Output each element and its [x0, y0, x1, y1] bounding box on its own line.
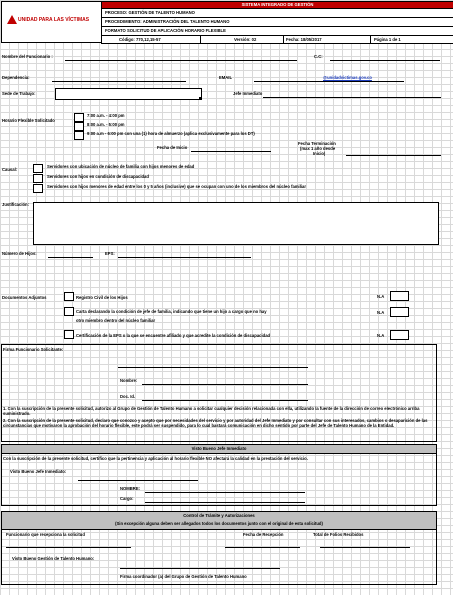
causal-2-label: Servidores con hijos en condición de discapacidad	[47, 174, 149, 179]
justificacion-label: Justificación:	[2, 202, 29, 207]
horario-3-label: 9:00 a.m - 6:00 pm con una (1) hora de almuerzo (aplica exclusivamente para los DT)	[87, 131, 255, 136]
proceso-text: PROCESO: GESTIÓN DE TALENTO HUMANO	[105, 10, 195, 15]
causal-3-label: Servidores con hijos menores de edad entre los 0 y 5 años (inclusive) que se ocupan con uno de los miembros del núcleo familiar	[47, 184, 306, 189]
fecha-terminacion-label-2: (max 1 año desde	[300, 146, 336, 151]
sede-select[interactable]	[55, 88, 202, 100]
version-text: Versión: 02	[234, 37, 257, 42]
system-title: SISTEMA INTEGRADO DE GESTIÓN	[241, 2, 314, 7]
causal-3-checkbox[interactable]	[33, 184, 43, 193]
horario-2-label: 8:00 a.m. - 5:00 pm	[87, 122, 125, 127]
doc-3-checkbox[interactable]	[64, 330, 74, 339]
formato-text: FORMATO SOLICITUD DE APLICACIÓN HORARIO FLEXIBLE	[105, 28, 226, 33]
visto-bueno-cargo-label: Cargo:	[120, 496, 134, 501]
visto-bueno-text: Con la suscripción de la presente solicitud, certifico que la pertinencia y aplicación al horario flexible NO afectará la calidad en la prestación del servicio.	[3, 456, 308, 461]
horario-label: Horario Flexible Solicitado	[2, 118, 55, 123]
cc-label: C.C:	[314, 54, 323, 59]
doc-1-checkbox[interactable]	[64, 292, 74, 301]
horario-1-checkbox[interactable]	[74, 113, 84, 122]
causal-2-checkbox[interactable]	[33, 174, 43, 183]
nombre-line[interactable]	[65, 60, 297, 61]
fecha-recepcion-line[interactable]	[225, 547, 300, 548]
num-hijos-label: Número de Hijos:	[2, 251, 37, 256]
nombre-firma-label: Nombre:	[120, 378, 138, 383]
na-3-label: N.A	[377, 333, 385, 338]
fecha-terminacion-line[interactable]	[346, 155, 441, 156]
visto-bueno-firma-label: Visto Bueno Jefe Inmediato:	[10, 469, 67, 474]
fecha-inicio-label: Fecha de Inicio	[157, 145, 188, 150]
fecha-text: Fecha: 18/05/2017	[286, 37, 322, 42]
sede-label: Sede de Trabajo:	[2, 91, 36, 96]
na-1-label: N.A	[377, 294, 385, 299]
total-folios-line[interactable]	[320, 547, 410, 548]
email-line[interactable]	[254, 81, 404, 82]
doc-2-label-b: otro miembro dentro del núcleo familiar	[76, 318, 156, 323]
horario-1-label: 7:00 a.m. - 4:00 pm	[87, 113, 125, 118]
email-domain: @unidadvictimas.gov.co	[323, 75, 372, 80]
na-1-box[interactable]	[390, 291, 409, 301]
fecha-terminacion-label-1: Fecha Terminación	[298, 141, 336, 146]
visto-bueno-cargo-line[interactable]	[145, 502, 305, 503]
nota-2: 2. Con la suscripción de la presente solicitud, declaro que conozco y acepto que por necesidades del servicio y por autoridad del Jefe Inmediato y por consultar con sus interesados, cambios o desaparición de las circunstancias que motivaron la aprobación del horario flexible, este podrá ser suspendido, para lo cual bastará comunicación en dicho sentido por parte del Jefe de Talento Humano de la Entidad.	[3, 418, 428, 429]
email-label: EMAIL	[219, 75, 233, 80]
logo-cell	[1, 1, 103, 43]
fecha-cell	[283, 35, 371, 44]
visto-bueno-firma-line[interactable]	[78, 480, 198, 481]
funcionario-recepciona-line[interactable]	[6, 547, 131, 548]
causal-label: Causal:	[2, 167, 18, 172]
firma-coordinador-label: Firma coordinador (a) del Grupo de Gestión de Talento Humano	[120, 574, 247, 579]
logo-mark-icon	[7, 15, 17, 24]
version-cell	[200, 35, 284, 44]
codigo-text: Código: 770,12,15-57	[119, 37, 161, 42]
na-2-box[interactable]	[390, 307, 409, 317]
control-subtitle: (Sin excepción alguna deben ser allegados todos los documentos junto con el original de esta solicitud)	[115, 521, 323, 526]
fecha-inicio-line[interactable]	[191, 151, 271, 152]
doc-2-checkbox[interactable]	[64, 307, 74, 316]
funcionario-recepciona-label: Funcionario que recepciona la solicitud	[6, 532, 85, 537]
jefe-label: Jefe Inmediato	[233, 91, 263, 96]
horario-3-checkbox[interactable]	[74, 131, 84, 140]
visto-bueno-nombre-line[interactable]	[145, 492, 305, 493]
eps-line[interactable]	[118, 257, 251, 258]
causal-1-checkbox[interactable]	[33, 164, 43, 173]
na-3-box[interactable]	[390, 330, 409, 340]
dependencia-line[interactable]	[52, 81, 186, 82]
eps-label: EPS:	[105, 251, 115, 256]
na-2-label: N.A	[377, 310, 385, 315]
pagina-cell	[370, 35, 453, 44]
horario-2-checkbox[interactable]	[74, 122, 84, 131]
doc-1-label: Registro Civil de los Hijos	[76, 295, 128, 300]
visto-bueno-th-label: Visto Bueno Gestión de Talento Humano:	[12, 556, 95, 561]
nombre-firma-line[interactable]	[142, 384, 308, 385]
jefe-line[interactable]	[263, 97, 441, 98]
codigo-cell	[101, 35, 201, 44]
firma-label: Firma Funcionario Solicitante:	[3, 347, 64, 352]
fecha-recepcion-label: Fecha de Recepción	[243, 532, 284, 537]
num-hijos-line[interactable]	[48, 257, 93, 258]
doc-id-label: Doc. Id.	[120, 394, 136, 399]
fecha-terminacion-label-3: Inicio)	[313, 151, 326, 156]
visto-bueno-th-line[interactable]	[120, 568, 280, 569]
visto-bueno-nombre-label: NOMBRE:	[120, 486, 141, 491]
control-title: Control de Trámite y Autorizaciones	[183, 513, 255, 518]
causal-1-label: Servidores con ubicación de núcleo de familia con hijos menores de edad	[47, 164, 195, 169]
total-folios-label: Total de Folios Recibidos	[313, 532, 364, 537]
cc-line[interactable]	[330, 60, 440, 61]
procedimiento-text: PROCEDIMIENTO: ADMINISTRACIÓN DEL TALENTO HUMANO	[105, 19, 230, 24]
firma-line[interactable]	[118, 367, 308, 368]
pagina-text: Página 1 de 1	[374, 37, 401, 42]
dependencia-label: Dependencia:	[2, 75, 30, 80]
doc-2-label-a: Carta declarando la condición de jefe de familia, indicando que tiene un hijo a cargo que no hay	[76, 309, 267, 314]
doc-3-label: Certificación de la EPS o la que se encuentre afiliado y que acredite la condición de discapacidad	[76, 333, 271, 338]
doc-id-line[interactable]	[142, 400, 308, 401]
justificacion-textarea[interactable]	[33, 202, 439, 245]
docs-label: Documentos Adjuntos	[2, 295, 47, 300]
logo-text: UNIDAD PARA LAS VÍCTIMAS	[18, 17, 90, 23]
visto-bueno-title: Visto Bueno Jefe Inmediato	[191, 446, 247, 451]
chevron-down-icon[interactable]	[199, 97, 202, 100]
nota-1: 1. Con la suscripción de la presente solicitud, autorizo al Grupo de Gestión de Talento Humano a solicitar cualquier decisión relacionada con ella, utilizando la fuente de la dirección de correo electrónico arriba suministrado.	[3, 406, 420, 417]
nombre-label: Nombre del Funcionario :	[2, 54, 53, 59]
